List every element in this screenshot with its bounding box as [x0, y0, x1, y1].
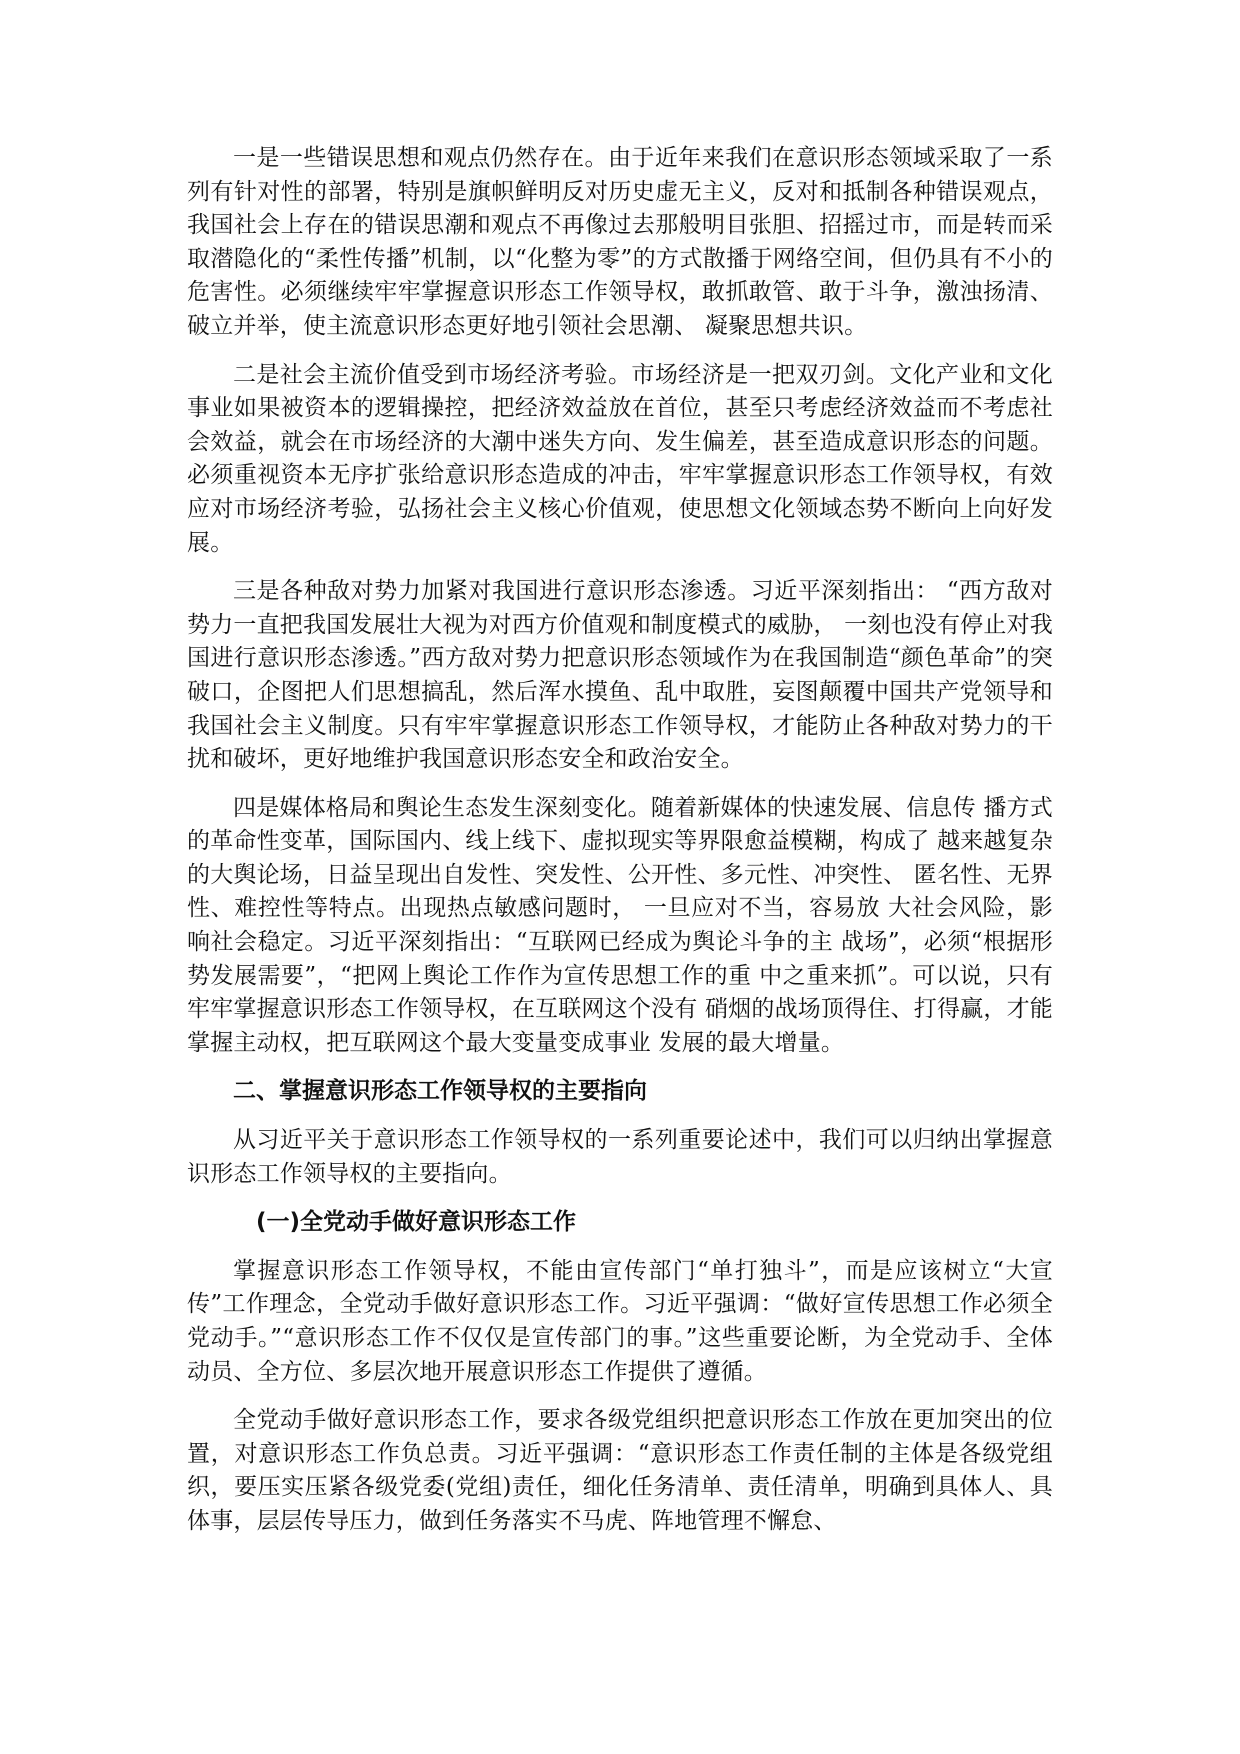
paragraph-market-economy: 二是社会主流价值受到市场经济考验。市场经济是一把双刃剑。文化产业和文化事业如果被资本的逻辑操控，把经济效益放在首位，甚至只考虑经济效益而不考虑社会效益，就会在市场经济的大潮中迷失方向、发生偏差，甚至造成意识形态的问题。必须重视资本无序扩张给意识形态造成的冲击，牢牢掌握意识形态工作领导权，有效应对市场经济考验，弘扬社会主义核心价值观，使思想文化领域态势不断向上向好发展。 — [187, 361, 1053, 556]
paragraph-section-intro: 从习近平关于意识形态工作领导权的一系列重要论述中，我们可以归纳出掌握意识形态工作领导权的主要指向。 — [187, 1127, 1053, 1187]
paragraph-hostile-forces: 三是各种敌对势力加紧对我国进行意识形态渗透。习近平深刻指出： “西方敌对势力一直把我国发展壮大视为对西方价值观和制度模式的威胁， 一刻也没有停止对我国进行意识形态渗透。”西方敌对势力把意识形态领域作为在我国制造“颜色革命”的突破口，企图把人们思想搞乱，然后浑水摸鱼、乱中取胜，妄图颠覆中国共产党领导和我国社会主义制度。只有牢牢掌握意识形态工作领导权，才能防止各种敌对势力的干扰和破坏，更好地维护我国意识形态安全和政治安全。 — [187, 578, 1053, 773]
document-body — [187, 142, 1053, 1554]
paragraph-party-organizations: 全党动手做好意识形态工作，要求各级党组织把意识形态工作放在更加突出的位置，对意识形态工作负总责。习近平强调：“意识形态工作责任制的主体是各级党组织，要压实压紧各级党委(党组)责任，细化任务清单、责任清单，明确到具体人、具体事，层层传导压力，做到任务落实不马虎、阵地管理不懈怠、 — [187, 1407, 1053, 1534]
subsection-heading-whole-party: (一)全党动手做好意识形态工作 — [256, 1209, 577, 1236]
paragraph-ideological-errors: 一是一些错误思想和观点仍然存在。由于近年来我们在意识形态领域采取了一系列有针对性的部署，特别是旗帜鲜明反对历史虚无主义，反对和抵制各种错误观点，我国社会上存在的错误思潮和观点不再像过去那般明目张胆、招摇过市，而是转而采取潜隐化的“柔性传播”机制，以“化整为零”的方式散播于网络空间，但仍具有不小的危害性。必须继续牢牢掌握意识形态工作领导权，敢抓敢管、敢于斗争，激浊扬清、破立并举，使主流意识形态更好地引领社会思潮、 凝聚思想共识。 — [187, 145, 1053, 339]
paragraph-big-propaganda: 掌握意识形态工作领导权，不能由宣传部门“单打独斗”，而是应该树立“大宣传”工作理念，全党动手做好意识形态工作。习近平强调：“做好宣传思想工作必须全党动手。”“意识形态工作不仅仅是宣传部门的事。”这些重要论断，为全党动手、全体动员、全方位、多层次地开展意识形态工作提供了遵循。 — [187, 1257, 1053, 1385]
paragraph-media-landscape: 四是媒体格局和舆论生态发生深刻变化。随着新媒体的快速发展、信息传 播方式的革命性变革，国际国内、线上线下、虚拟现实等界限愈益模糊，构成了 越来越复杂的大舆论场，日益呈现出自发性、突发性、公开性、多元性、冲突性、 匿名性、无界性、难控性等特点。出现热点敏感问题时， 一旦应对不当，容易放 大社会风险，影响社会稳定。习近平深刻指出：“互联网已经成为舆论斗争的主 战场”，必须“根据形势发展需要”，“把网上舆论工作作为宣传思想工作的重 中之重来抓”。可以说，只有牢牢掌握意识形态工作领导权，在互联网这个没有 硝烟的战场顶得住、打得赢，才能掌握主动权，把互联网这个最大变量变成事业 发展的最大增量。 — [187, 794, 1053, 1056]
section-heading-main-directions: 二、掌握意识形态工作领导权的主要指向 — [233, 1078, 647, 1105]
